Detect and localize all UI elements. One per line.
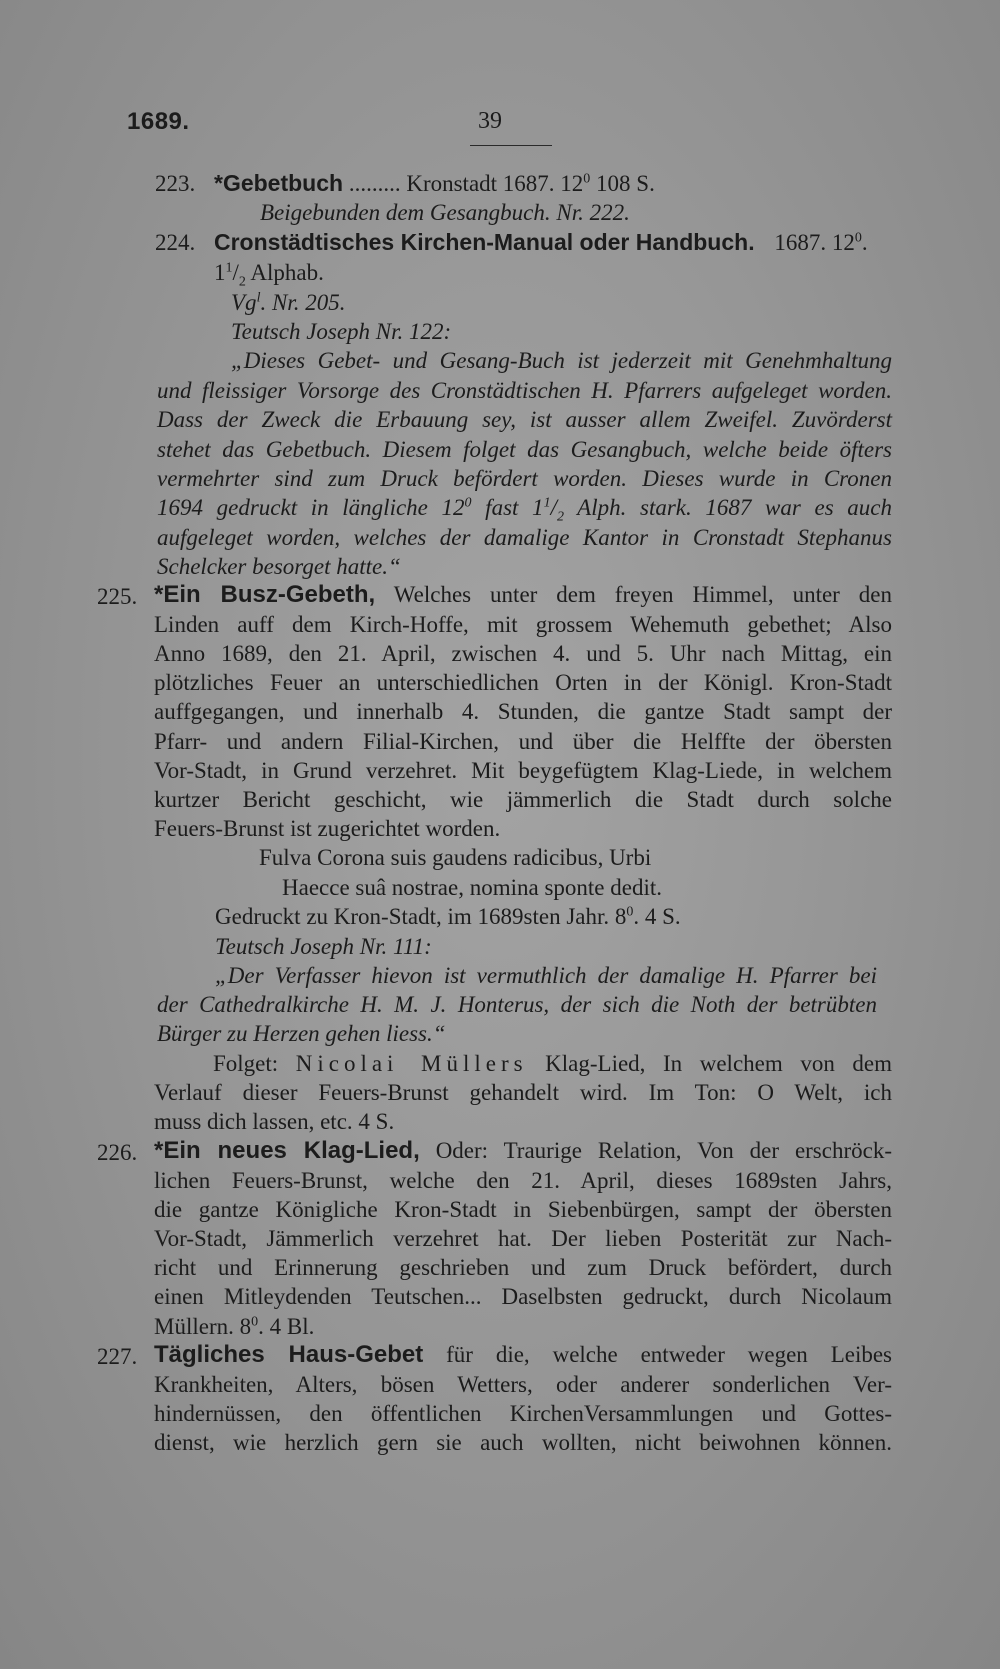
text-line: Folget: Nicolai Müllers Klag-Lied, In welchem von dem [213,1051,892,1076]
entry-number: 227. [97,1344,138,1369]
quote-line: stehet das Gebetbuch. Diesem folget das Gesangbuch, welche beide öfters [157,437,892,462]
author-name: Nicolai Müllers [295,1051,528,1076]
quote-line: „Dieses Gebet- und Gesang-Buch ist jederzeit mit Genehmhaltung [231,348,892,373]
entry-224-line-2: $1^1/_2$ Alphab. [214,260,324,290]
entry-title: Tägliches Haus-Gebet [154,1341,424,1368]
text-line: Vor-Stadt, Jämmerlich verzehret hat. Der lieben Posterität zur Nach- [154,1226,892,1251]
quote-line: der Cathedralkirche H. M. J. Honterus, der sich die Noth der betrübten [157,992,877,1017]
entry-title: *Gebetbuch [214,170,344,196]
entry-number: 224. [155,230,196,255]
verse-line: Fulva Corona suis gaudens radicibus, Urbi [259,845,652,870]
text-line: Vor-Stadt, in Grund verzehret. Mit beygefügtem Klag-Liede, in welchem [154,758,892,783]
text-line: hindernüssen, den öffentlichen KirchenVersammlungen und Gottes- [154,1401,892,1426]
entry-224-line-1: Cronstädtisches Kirchen-Manual oder Handbuch. 1687. $12^0$. [214,229,868,255]
entry-title: *Ein Busz-Gebeth, [154,581,376,608]
source-reference: Teutsch Joseph Nr. 111: [215,934,432,959]
text-line: die gantze Königliche Kron-Stadt in Siebenbürgen, sampt der öbersten [154,1197,892,1222]
entry-meta: Kronstadt 1687. 12 [406,171,584,196]
entry-number: 226. [97,1140,138,1165]
text-line: muss dich lassen, etc. 4 S. [154,1109,395,1134]
quote-line: Bürger zu Herzen gehen liess.“ [157,1021,446,1046]
quote-line: aufgeleget worden, welches der damalige Kantor in Cronstadt Stephanus [157,525,892,550]
text-line: Anno 1689, den 21. April, zwischen 4. und 5. Uhr nach Mittag, ein [154,641,892,666]
header-rule [470,145,552,146]
text-line: Müllern. $8^0$. 4 Bl. [154,1314,315,1339]
cross-reference: Vg$^l$. Nr. 205. [231,290,346,315]
entry-227-line-1: Tägliches Haus-Gebet für die, welche entweder wegen Leibes [154,1341,893,1368]
text-line: dienst, wie herzlich gern sie auch wollten, nicht beiwohnen können. [154,1430,892,1455]
text-line: Pfarr- und andern Filial-Kirchen, und über die Helffte der öbersten [154,729,892,754]
text-line: plötzliches Feuer an unterschiedlichen Orten in der Königl. Kron-Stadt [154,670,892,695]
entry-225-line-1: *Ein Busz-Gebeth, Welches unter dem freyen Himmel, unter den [154,581,892,608]
quote-line: 1694 gedruckt in längliche $12^0$ fast $1^1/_2$ Alph. stark. 1687 war es auch [157,495,893,525]
source-reference: Teutsch Joseph Nr. 122: [231,319,452,344]
quote-line: „Der Verfasser hievon ist vermuthlich der damalige H. Pfarrer bei [215,963,877,988]
text-line: richt und Erinnerung geschrieben und zum Druck befördert, durch [154,1255,892,1280]
text-line: lichen Feuers-Brunst, welche den 21. April, dieses 1689sten Jahrs, [154,1168,892,1193]
quote-line: Dass der Zweck die Erbauung sey, ist ausser allem Zweifel. Zuvörderst [157,407,892,432]
imprint-line: Gedruckt zu Kron-Stadt, im 1689sten Jahr. $8^0$. 4 S. [215,904,681,929]
entry-title: *Ein neues Klag-Lied, [154,1137,420,1164]
running-header-year: 1689. [127,108,190,135]
quote-line: Schelcker besorget hatte.“ [157,554,401,579]
text-line: kurtzer Bericht geschicht, wie jämmerlich die Stadt durch solche [154,787,892,812]
text-line: einen Mitleydenden Teutschen... Daselbsten gedruckt, durch Nicolaum [154,1284,892,1309]
entry-223-line-1: *Gebetbuch ......... Kronstadt 1687. $12^0$ 108 S. [214,170,655,196]
entry-title: Cronstädtisches Kirchen-Manual oder Handbuch. [214,229,755,255]
text-line: Verlauf dieser Feuers-Brunst gehandelt wird. Im Ton: O Welt, ich [154,1080,892,1105]
text-line: Feuers-Brunst ist zugerichtet worden. [154,816,501,841]
quote-line: vermehrter sind zum Druck befördert worden. Dieses wurde in Cronen [157,466,892,491]
entry-meta: 1687. 12 [774,230,855,255]
text-line: Linden auff dem Kirch-Hoffe, mit grossem Wehemuth gebethet; Also [154,612,892,637]
entry-note: Beigebunden dem Gesangbuch. Nr. 222. [260,200,630,225]
entry-number: 225. [97,584,138,609]
text-line: auffgegangen, und innerhalb 4. Stunden, die gantze Stadt sampt der [154,699,892,724]
text-line: Krankheiten, Alters, bösen Wetters, oder anderer sonderlichen Ver- [154,1372,892,1397]
entry-226-line-1: *Ein neues Klag-Lied, Oder: Traurige Relation, Von der erschröck- [154,1137,892,1164]
verse-line: Haecce suâ nostrae, nomina sponte dedit. [282,875,663,900]
quote-line: und fleissiger Vorsorge des Cronstädtischen H. Pfarrers aufgeleget worden. [157,378,892,403]
entry-number: 223. [155,171,196,196]
page-number: 39 [478,108,502,134]
